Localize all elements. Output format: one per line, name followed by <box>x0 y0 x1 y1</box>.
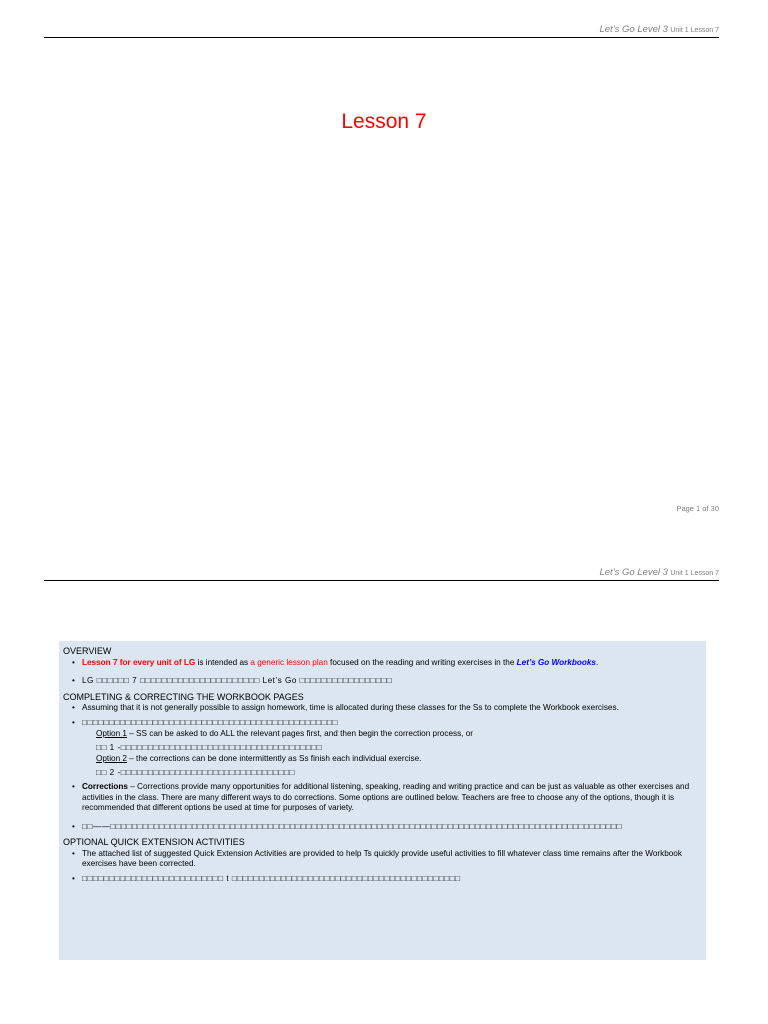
unit-lesson: Unit 1 Lesson 7 <box>670 27 719 34</box>
corrections-list <box>63 782 700 832</box>
optional-list <box>63 849 700 885</box>
list-item: • The attached list of suggested Quick Extension Activities are provided to help Ts quickly provide useful activities to fill whatever class time remains after the Workbook exercises have been corrected. <box>63 849 700 870</box>
list-item: • LG □□□□□□ 7 □□□□□□□□□□□□□□□□□□□□□□ Let’s Go □□□□□□□□□□□□□□□□□ <box>63 676 700 687</box>
lesson-title: Lesson 7 <box>341 110 427 133</box>
highlight-text: Lesson 7 for every unit of LG <box>82 657 196 667</box>
option-line <box>63 754 700 765</box>
body-text: focused on the reading and writing exercises in the <box>327 657 517 667</box>
completing-list <box>63 703 700 728</box>
completing-heading: COMPLETING & CORRECTING THE WORKBOOK PAGES <box>63 691 304 702</box>
unit-lesson: Unit 1 Lesson 7 <box>670 570 719 577</box>
option-text: – SS can be asked to do ALL the relevant pages first, and then begin the correction process, or <box>126 729 474 738</box>
option-line: □□ 1 -□□□□□□□□□□□□□□□□□□□□□□□□□□□□□□□□□□□□□ <box>96 742 323 752</box>
series-title: Let’s Go Level 3 <box>599 567 668 578</box>
series-title: Let’s Go Level 3 <box>599 24 668 35</box>
option-text: – the corrections can be done intermittently as Ss finish each individual exercise. <box>126 754 422 763</box>
overview-box <box>59 641 706 960</box>
option-label: Option 1 <box>96 729 127 738</box>
list-item: • Assuming that it is not generally possible to assign homework, time is allocated during these classes for the Ss to complete the Workbook exercises. <box>63 703 700 714</box>
overview-heading: OVERVIEW <box>63 646 112 656</box>
list-item <box>63 782 700 814</box>
page-header <box>44 567 719 581</box>
list-item: • □□——□□□□□□□□□□□□□□□□□□□□□□□□□□□□□□□□□□□□□□□□□□□□□□□□□□□□□□□□□□□□□□□□□□□□□□□□□□□□□□□□□□□□□□□□□□□□□□ <box>63 822 700 833</box>
corrections-label: Corrections <box>82 782 128 791</box>
list-item: • □□□□□□□□□□□□□□□□□□□□□□□□□□ t □□□□□□□□□□□□□□□□□□□□□□□□□□□□□□□□□□□□□□□□□□ <box>63 874 700 885</box>
list-item <box>63 658 700 669</box>
option-label: Option 2 <box>96 754 127 763</box>
body-text: is intended as <box>195 657 251 667</box>
body-text: . <box>595 657 599 667</box>
list-item: • □□□□□□□□□□□□□□□□□□□□□□□□□□□□□□□□□□□□□□□□□□□□□□□ <box>63 718 700 729</box>
highlight-text: a generic lesson plan <box>250 657 328 667</box>
option-line <box>63 729 700 740</box>
overview-list <box>63 658 700 687</box>
page-header <box>44 24 719 38</box>
optional-heading: OPTIONAL QUICK EXTENSION ACTIVITIES <box>63 837 245 847</box>
body-text: – Corrections provide many opportunities for additional listening, speaking, reading and writing practice and can be just as valuable as other exercises and activities in the class. There are many different ways to do corrections. Some options are outlined below. Teachers are free to choose any of the options, though it is recommended that different options be used at time for purposes of variety. <box>82 782 690 812</box>
page-number: Page 1 of 30 <box>676 504 719 513</box>
workbook-title: Let’s Go Workbooks <box>516 657 596 667</box>
option-line: □□ 2 -□□□□□□□□□□□□□□□□□□□□□□□□□□□□□□□□ <box>96 767 295 777</box>
